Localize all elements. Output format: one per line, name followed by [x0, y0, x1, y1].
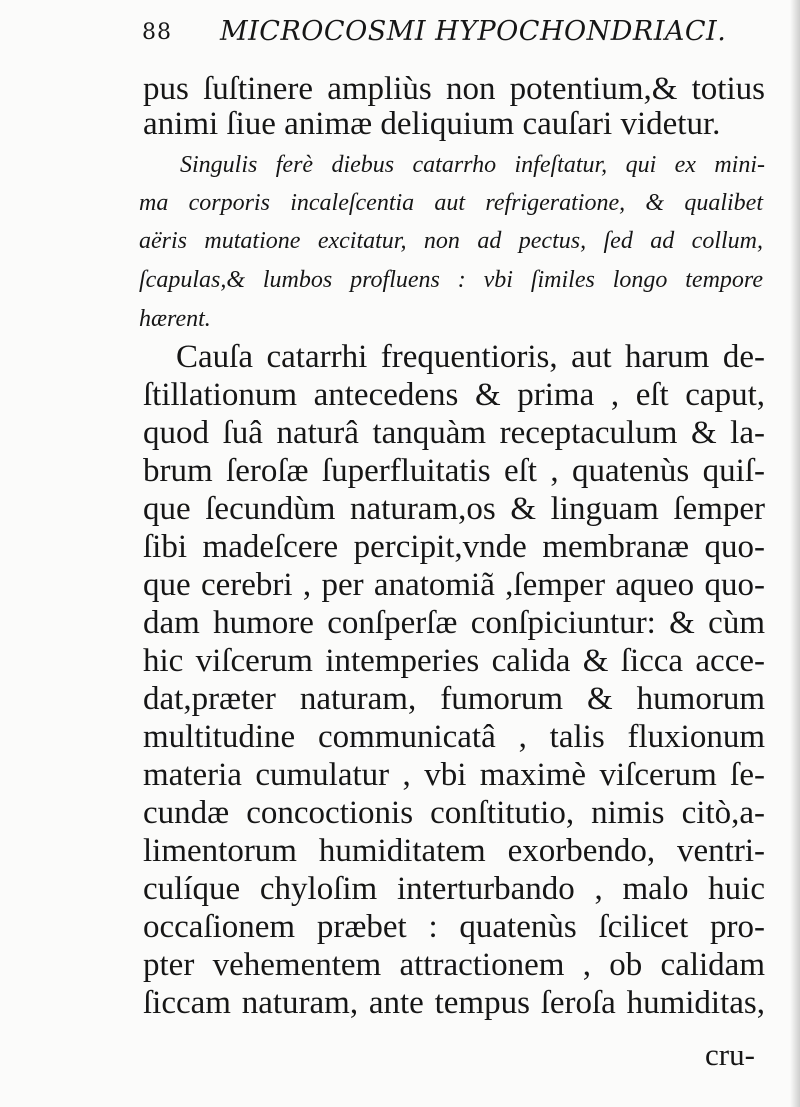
- page-header: [142, 14, 742, 54]
- italic-line: ſcapulas,& lumbos profluens : vbi ſimiles longo tempore: [139, 267, 763, 293]
- text-line: dat,præter naturam, fumorum & humorum: [143, 681, 765, 717]
- text-line: ſibi madeſcere percipit,vnde membranæ quo-: [143, 529, 765, 565]
- text-line: cundæ concoctionis conſtitutio, nimis citò,a-: [143, 795, 765, 831]
- text-line: pter vehementem attractionem , ob calidam: [143, 947, 765, 983]
- running-title: MICROCOSMI HYPOCHONDRIACI.: [220, 16, 727, 47]
- text-line: animi ſiue animæ deliquium cauſari videtur.: [143, 106, 721, 142]
- text-line: ſtillationum antecedens & prima , eſt caput,: [143, 377, 765, 413]
- text-line: que cerebri , per anatomiã ,ſemper aqueo quo-: [143, 567, 765, 603]
- italic-line: hærent.: [139, 306, 211, 332]
- text-line: dam humore conſperſæ conſpiciuntur: & cùm: [143, 605, 765, 641]
- page-number: 88: [142, 20, 172, 45]
- text-line: occaſionem præbet : quatenùs ſcilicet pro-: [143, 909, 765, 945]
- text-line: multitudine communicatâ , talis fluxionum: [143, 719, 765, 755]
- italic-line: ma corporis incaleſcentia aut refrigeratione, & qualibet: [139, 190, 763, 216]
- text-line: materia cumulatur , vbi maximè viſcerum ſe-: [143, 757, 765, 793]
- text-line: culíque chyloſim interturbando , malo huic: [143, 871, 765, 907]
- text-line: Cauſa catarrhi frequentioris, aut harum de-: [176, 339, 765, 375]
- text-line: quod ſuâ naturâ tanquàm receptaculum & la-: [143, 415, 765, 451]
- text-line: ſiccam naturam, ante tempus ſeroſa humiditas,: [143, 985, 765, 1021]
- italic-line: aëris mutatione excitatur, non ad pectus, ſed ad collum,: [139, 228, 763, 254]
- text-line: hic viſcerum intemperies calida & ſicca acce-: [143, 643, 765, 679]
- page-edge-shadow: [790, 0, 800, 1107]
- text-line: pus ſuſtinere ampliùs non potentium,& totius: [143, 71, 765, 107]
- text-line: brum ſeroſæ ſuperfluitatis eſt , quatenùs quiſ-: [143, 453, 765, 489]
- text-line: que ſecundùm naturam,os & linguam ſemper: [143, 491, 765, 527]
- text-line: limentorum humiditatem exorbendo, ventri-: [143, 833, 765, 869]
- catchword: cru-: [705, 1037, 755, 1072]
- italic-line: Singulis ferè diebus catarrho infeſtatur, qui ex mini-: [180, 152, 765, 178]
